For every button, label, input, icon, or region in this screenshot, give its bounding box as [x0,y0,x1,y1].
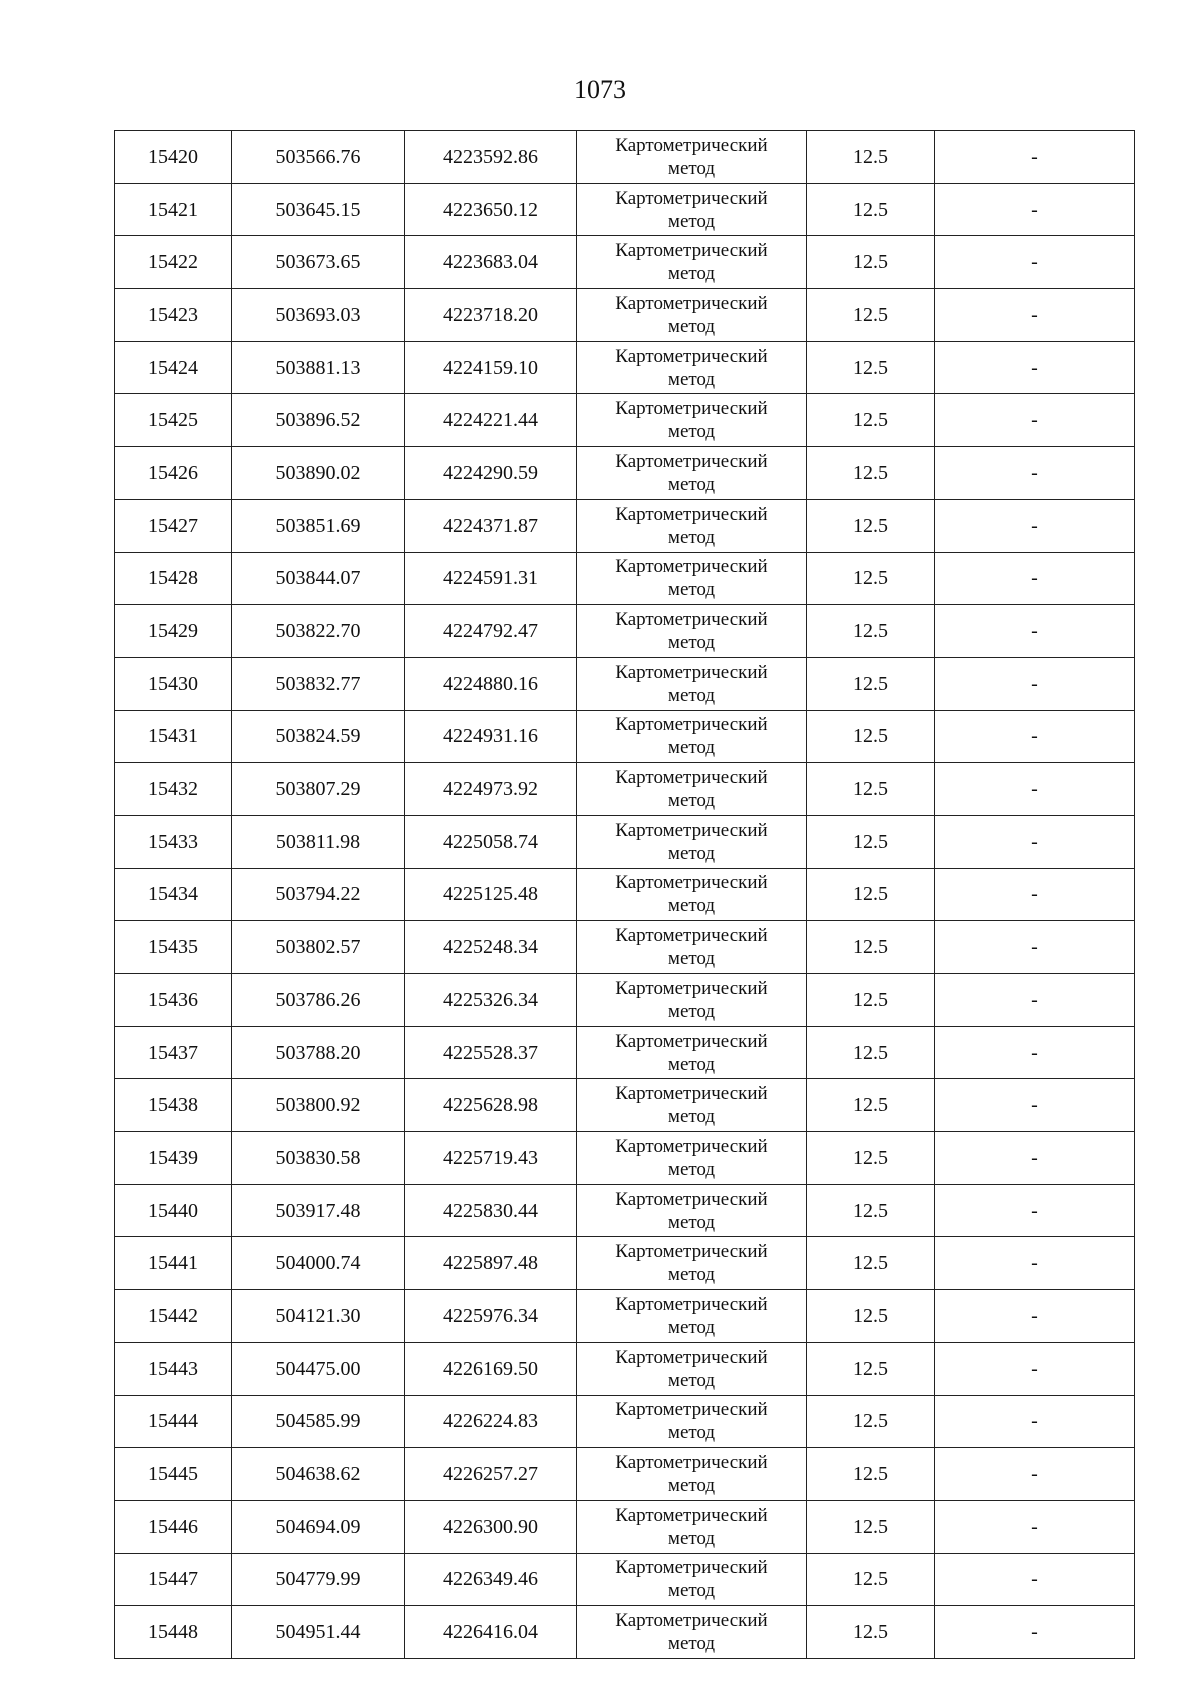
table-row [115,1395,1135,1448]
accuracy-cell: 12.5 [807,1079,935,1132]
page-number: 1073 [574,75,626,104]
y-coordinate-cell: 4225719.43 [405,1132,577,1185]
y-coordinate-cell: 4224973.92 [405,763,577,816]
method-line-2: метод [667,1580,716,1602]
table-body [115,131,1135,1659]
accuracy-cell: 12.5 [807,1500,935,1553]
method-line-1: Картометрический [615,1557,768,1579]
table-row [115,868,1135,921]
method-line-1: Картометрический [615,609,768,631]
method-line-1: Картометрический [615,345,768,367]
x-coordinate-cell: 504638.62 [232,1448,405,1501]
method-cell [577,1500,807,1553]
method-line-1: Картометрический [615,187,768,209]
table-row [115,1606,1135,1659]
accuracy-cell: 12.5 [807,341,935,394]
method-line-2: метод [667,632,716,654]
accuracy-cell: 12.5 [807,1553,935,1606]
point-number-cell: 15430 [115,657,232,710]
table-row [115,1290,1135,1343]
x-coordinate-cell: 503693.03 [232,289,405,342]
accuracy-cell: 12.5 [807,1290,935,1343]
method-line-2: метод [667,684,716,706]
method-line-2: метод [667,1475,716,1497]
method-cell [577,710,807,763]
point-number-cell: 15433 [115,815,232,868]
method-line-1: Картометрический [615,1135,768,1157]
note-cell: - [935,1237,1135,1290]
x-coordinate-cell: 504000.74 [232,1237,405,1290]
method-line-1: Картометрический [615,767,768,789]
x-coordinate-cell: 503800.92 [232,1079,405,1132]
accuracy-cell: 12.5 [807,183,935,236]
x-coordinate-cell: 503844.07 [232,552,405,605]
method-cell [577,815,807,868]
method-cell [577,657,807,710]
method-cell [577,868,807,921]
note-cell: - [935,1606,1135,1659]
point-number-cell: 15436 [115,974,232,1027]
accuracy-cell: 12.5 [807,499,935,552]
note-cell: - [935,289,1135,342]
method-line-1: Картометрический [615,872,768,894]
note-cell: - [935,657,1135,710]
table-row [115,1132,1135,1185]
method-line-1: Картометрический [615,1452,768,1474]
method-cell [577,183,807,236]
point-number-cell: 15434 [115,868,232,921]
method-line-2: метод [667,263,716,285]
note-cell: - [935,1026,1135,1079]
note-cell: - [935,868,1135,921]
point-number-cell: 15448 [115,1606,232,1659]
accuracy-cell: 12.5 [807,447,935,500]
table-row [115,236,1135,289]
table-row [115,921,1135,974]
method-cell [577,1553,807,1606]
note-cell: - [935,131,1135,184]
x-coordinate-cell: 503896.52 [232,394,405,447]
point-number-cell: 15427 [115,499,232,552]
point-number-cell: 15426 [115,447,232,500]
table-row [115,1553,1135,1606]
x-coordinate-cell: 503811.98 [232,815,405,868]
table-row [115,499,1135,552]
method-line-1: Картометрический [615,1399,768,1421]
accuracy-cell: 12.5 [807,763,935,816]
method-cell [577,1026,807,1079]
method-line-1: Картометрический [615,1504,768,1526]
accuracy-cell: 12.5 [807,236,935,289]
accuracy-cell: 12.5 [807,815,935,868]
x-coordinate-cell: 503786.26 [232,974,405,1027]
y-coordinate-cell: 4224591.31 [405,552,577,605]
accuracy-cell: 12.5 [807,1448,935,1501]
x-coordinate-cell: 503851.69 [232,499,405,552]
note-cell: - [935,447,1135,500]
method-cell [577,921,807,974]
table-row [115,763,1135,816]
method-cell [577,605,807,658]
x-coordinate-cell: 503794.22 [232,868,405,921]
point-number-cell: 15425 [115,394,232,447]
note-cell: - [935,1500,1135,1553]
method-cell [577,341,807,394]
table-row [115,1342,1135,1395]
note-cell: - [935,1132,1135,1185]
y-coordinate-cell: 4226349.46 [405,1553,577,1606]
y-coordinate-cell: 4226416.04 [405,1606,577,1659]
note-cell: - [935,1553,1135,1606]
table-row [115,605,1135,658]
table-row [115,552,1135,605]
x-coordinate-cell: 503807.29 [232,763,405,816]
y-coordinate-cell: 4225326.34 [405,974,577,1027]
table-row [115,815,1135,868]
table-row [115,183,1135,236]
method-line-2: метод [667,368,716,390]
x-coordinate-cell: 503890.02 [232,447,405,500]
method-line-2: метод [667,1422,716,1444]
note-cell: - [935,1342,1135,1395]
note-cell: - [935,974,1135,1027]
method-line-1: Картометрический [615,1188,768,1210]
y-coordinate-cell: 4225830.44 [405,1184,577,1237]
note-cell: - [935,1448,1135,1501]
point-number-cell: 15420 [115,131,232,184]
method-cell [577,289,807,342]
accuracy-cell: 12.5 [807,1606,935,1659]
method-cell [577,974,807,1027]
method-cell [577,1184,807,1237]
table-row [115,974,1135,1027]
method-line-2: метод [667,1264,716,1286]
y-coordinate-cell: 4223718.20 [405,289,577,342]
method-cell [577,763,807,816]
table-row [115,1237,1135,1290]
table-row [115,341,1135,394]
method-line-1: Картометрический [615,925,768,947]
point-number-cell: 15439 [115,1132,232,1185]
y-coordinate-cell: 4226300.90 [405,1500,577,1553]
point-number-cell: 15438 [115,1079,232,1132]
method-line-1: Картометрический [615,503,768,525]
y-coordinate-cell: 4225628.98 [405,1079,577,1132]
x-coordinate-cell: 504779.99 [232,1553,405,1606]
method-cell [577,1606,807,1659]
y-coordinate-cell: 4225125.48 [405,868,577,921]
method-line-1: Картометрический [615,1346,768,1368]
coordinates-table [114,130,1135,1659]
y-coordinate-cell: 4226257.27 [405,1448,577,1501]
method-line-2: метод [667,1316,716,1338]
y-coordinate-cell: 4225248.34 [405,921,577,974]
y-coordinate-cell: 4224371.87 [405,499,577,552]
note-cell: - [935,710,1135,763]
point-number-cell: 15437 [115,1026,232,1079]
y-coordinate-cell: 4225058.74 [405,815,577,868]
y-coordinate-cell: 4224880.16 [405,657,577,710]
method-line-2: метод [667,579,716,601]
note-cell: - [935,236,1135,289]
method-cell [577,236,807,289]
note-cell: - [935,552,1135,605]
point-number-cell: 15441 [115,1237,232,1290]
accuracy-cell: 12.5 [807,1184,935,1237]
method-line-1: Картометрический [615,292,768,314]
method-line-1: Картометрический [615,556,768,578]
accuracy-cell: 12.5 [807,131,935,184]
accuracy-cell: 12.5 [807,974,935,1027]
x-coordinate-cell: 503824.59 [232,710,405,763]
y-coordinate-cell: 4224221.44 [405,394,577,447]
method-line-2: метод [667,737,716,759]
method-line-2: метод [667,842,716,864]
accuracy-cell: 12.5 [807,1132,935,1185]
table-row [115,1079,1135,1132]
method-line-2: метод [667,790,716,812]
table-row [115,447,1135,500]
method-line-1: Картометрический [615,1293,768,1315]
accuracy-cell: 12.5 [807,868,935,921]
table-row [115,289,1135,342]
point-number-cell: 15423 [115,289,232,342]
accuracy-cell: 12.5 [807,394,935,447]
method-line-2: метод [667,157,716,179]
method-line-1: Картометрический [615,1083,768,1105]
y-coordinate-cell: 4224792.47 [405,605,577,658]
method-line-1: Картометрический [615,398,768,420]
y-coordinate-cell: 4226224.83 [405,1395,577,1448]
point-number-cell: 15440 [115,1184,232,1237]
point-number-cell: 15447 [115,1553,232,1606]
method-line-1: Картометрический [615,1030,768,1052]
point-number-cell: 15431 [115,710,232,763]
y-coordinate-cell: 4224159.10 [405,341,577,394]
point-number-cell: 15432 [115,763,232,816]
accuracy-cell: 12.5 [807,921,935,974]
method-cell [577,1448,807,1501]
y-coordinate-cell: 4225528.37 [405,1026,577,1079]
table-row [115,394,1135,447]
method-line-1: Картометрический [615,977,768,999]
point-number-cell: 15421 [115,183,232,236]
method-line-2: метод [667,1527,716,1549]
x-coordinate-cell: 503802.57 [232,921,405,974]
x-coordinate-cell: 503917.48 [232,1184,405,1237]
note-cell: - [935,1395,1135,1448]
accuracy-cell: 12.5 [807,552,935,605]
method-cell [577,1395,807,1448]
point-number-cell: 15444 [115,1395,232,1448]
accuracy-cell: 12.5 [807,1026,935,1079]
note-cell: - [935,815,1135,868]
method-line-2: метод [667,526,716,548]
method-cell [577,1132,807,1185]
method-line-2: метод [667,1211,716,1233]
method-cell [577,499,807,552]
y-coordinate-cell: 4225897.48 [405,1237,577,1290]
method-cell [577,1342,807,1395]
table-row [115,657,1135,710]
method-line-1: Картометрический [615,450,768,472]
table-row [115,131,1135,184]
note-cell: - [935,605,1135,658]
note-cell: - [935,341,1135,394]
x-coordinate-cell: 504585.99 [232,1395,405,1448]
accuracy-cell: 12.5 [807,710,935,763]
x-coordinate-cell: 503566.76 [232,131,405,184]
point-number-cell: 15445 [115,1448,232,1501]
method-cell [577,131,807,184]
method-line-2: метод [667,1369,716,1391]
note-cell: - [935,1184,1135,1237]
method-line-1: Картометрический [615,714,768,736]
method-line-2: метод [667,1000,716,1022]
method-line-1: Картометрический [615,661,768,683]
x-coordinate-cell: 503830.58 [232,1132,405,1185]
note-cell: - [935,394,1135,447]
method-line-1: Картометрический [615,819,768,841]
x-coordinate-cell: 503788.20 [232,1026,405,1079]
point-number-cell: 15428 [115,552,232,605]
method-line-1: Картометрический [615,1241,768,1263]
method-cell [577,447,807,500]
x-coordinate-cell: 504475.00 [232,1342,405,1395]
table-row [115,1184,1135,1237]
table-row [115,1026,1135,1079]
point-number-cell: 15446 [115,1500,232,1553]
accuracy-cell: 12.5 [807,1237,935,1290]
x-coordinate-cell: 504951.44 [232,1606,405,1659]
x-coordinate-cell: 503673.65 [232,236,405,289]
note-cell: - [935,1079,1135,1132]
method-line-2: метод [667,315,716,337]
point-number-cell: 15424 [115,341,232,394]
table-row [115,1500,1135,1553]
y-coordinate-cell: 4226169.50 [405,1342,577,1395]
method-line-1: Картометрический [615,134,768,156]
note-cell: - [935,763,1135,816]
x-coordinate-cell: 504694.09 [232,1500,405,1553]
point-number-cell: 15429 [115,605,232,658]
method-line-2: метод [667,210,716,232]
method-line-1: Картометрический [615,240,768,262]
method-line-2: метод [667,895,716,917]
method-line-2: метод [667,421,716,443]
y-coordinate-cell: 4224931.16 [405,710,577,763]
method-line-2: метод [667,1633,716,1655]
y-coordinate-cell: 4225976.34 [405,1290,577,1343]
method-cell [577,1290,807,1343]
method-cell [577,394,807,447]
accuracy-cell: 12.5 [807,1342,935,1395]
method-cell [577,552,807,605]
y-coordinate-cell: 4224290.59 [405,447,577,500]
point-number-cell: 15435 [115,921,232,974]
accuracy-cell: 12.5 [807,605,935,658]
y-coordinate-cell: 4223683.04 [405,236,577,289]
table-row [115,1448,1135,1501]
note-cell: - [935,499,1135,552]
table-row [115,710,1135,763]
method-cell [577,1237,807,1290]
method-line-2: метод [667,1106,716,1128]
x-coordinate-cell: 503881.13 [232,341,405,394]
method-line-2: метод [667,1053,716,1075]
method-line-2: метод [667,473,716,495]
note-cell: - [935,183,1135,236]
x-coordinate-cell: 503822.70 [232,605,405,658]
method-line-2: метод [667,948,716,970]
method-cell [577,1079,807,1132]
x-coordinate-cell: 504121.30 [232,1290,405,1343]
note-cell: - [935,1290,1135,1343]
note-cell: - [935,921,1135,974]
x-coordinate-cell: 503832.77 [232,657,405,710]
y-coordinate-cell: 4223592.86 [405,131,577,184]
method-line-1: Картометрический [615,1610,768,1632]
x-coordinate-cell: 503645.15 [232,183,405,236]
point-number-cell: 15443 [115,1342,232,1395]
accuracy-cell: 12.5 [807,1395,935,1448]
y-coordinate-cell: 4223650.12 [405,183,577,236]
accuracy-cell: 12.5 [807,289,935,342]
method-line-2: метод [667,1158,716,1180]
accuracy-cell: 12.5 [807,657,935,710]
point-number-cell: 15422 [115,236,232,289]
point-number-cell: 15442 [115,1290,232,1343]
